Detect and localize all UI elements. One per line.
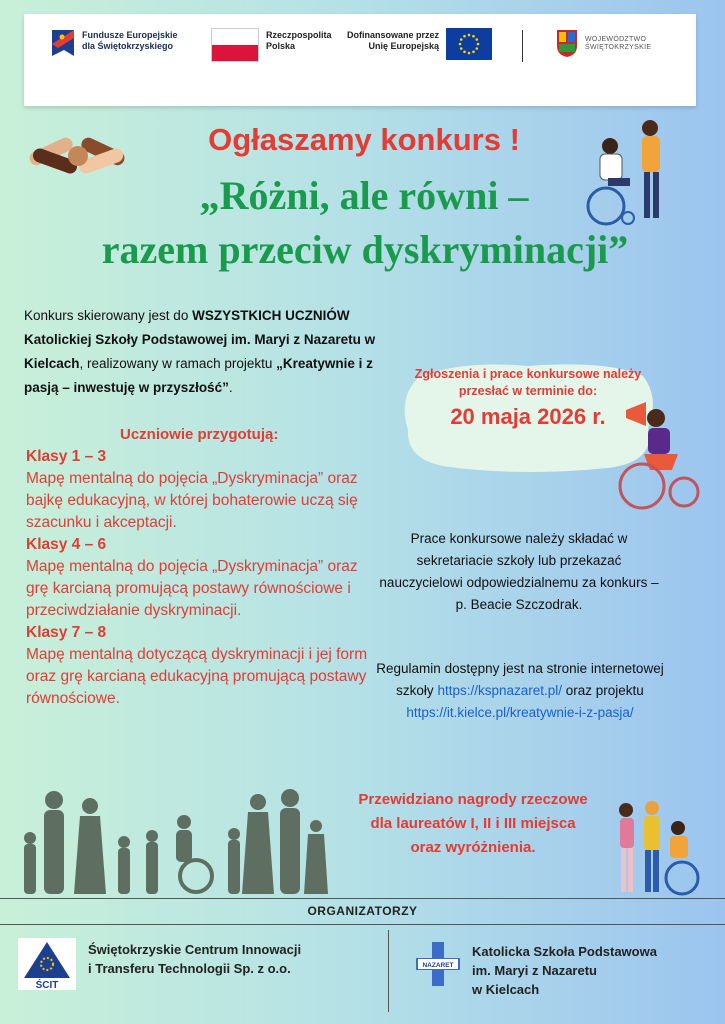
eu-flag-icon [446, 28, 492, 60]
deadline-date: 20 maja 2026 r. [450, 404, 606, 429]
regulations-info: Regulamin dostępny jest na stronie internetowej szkoły https://kspnazaret.pl/ oraz projektu https://it.kielce.pl/kreatywnie-i-z-pasja/ [376, 661, 664, 720]
eu-star-icon [475, 38, 478, 41]
footer-vertical-divider [388, 930, 389, 1012]
eu-star-icon [477, 43, 480, 46]
students-prepare-heading: Uczniowie przygotują: [120, 426, 279, 443]
deadline-text: Zgłoszenia i prace konkursowe należy przesłać w terminie do: [414, 367, 642, 398]
family-silhouettes-illustration [12, 786, 332, 896]
eu-star-icon [472, 50, 475, 53]
footer-divider [0, 924, 725, 925]
eu-star-icon [459, 43, 462, 46]
voivodeship-label: WOJEWÓDZTWO ŚWIĘTOKRZYSKIE [585, 36, 652, 51]
class-group: Klasy 1 – 3 Mapę mentalną do pojęcia „Dyskryminacja” oraz bajkę edukacyjną, w której bohaterowie uczą się szacunku i akceptacji. [26, 448, 358, 531]
banner-divider [522, 30, 523, 62]
submission-instructions: Prace konkursowe należy składać w sekretariacie szkoły lub przekazać nauczycielowi odpowiedzialnemu za konkurs – p. Beacie Szczodrak. [379, 531, 659, 612]
wheelchair-megaphone-illustration [612, 392, 708, 514]
eu-funds-logo-icon [50, 28, 76, 58]
class-group: Klasy 7 – 8 Mapę mentalną dotyczącą dyskryminacji i jej form oraz grę karcianą edukacyjną promującą postawy równościowe. [26, 624, 368, 707]
swietokrzyskie-crest-icon [555, 28, 579, 58]
nazaret-school-logo-icon [414, 940, 462, 988]
prizes-info: Przewidziano nagrody rzeczowe dla laureatów I, II i III miejsca oraz wyróżnienia. [358, 791, 588, 856]
class-group: Klasy 4 – 6 Mapę mentalną do pojęcia „Dyskryminacja” oraz grę karcianą promującą postawy równościowe i przeciwdziałanie dyskryminacji. [26, 536, 358, 619]
eu-star-icon [463, 50, 466, 53]
project-website-link[interactable]: https://it.kielce.pl/kreatywnie-i-z-pasja/ [406, 705, 634, 720]
eu-star-icon [463, 35, 466, 38]
eu-star-icon [468, 34, 471, 37]
funding-banner [24, 14, 696, 106]
united-hands-icon [22, 118, 134, 190]
intro-paragraph: Konkurs skierowany jest do WSZYSTKICH UCZNIÓW Katolickiej Szkoły Podstawowej im. Maryi z Nazaretu w Kielcach, realizowany w ramach projektu „Kreatywnie i z pasją – inwestuję w przyszłość”. [24, 308, 376, 395]
eu-star-icon [460, 38, 463, 41]
announcement-heading: Ogłaszamy konkurs ! [208, 122, 520, 157]
nazaret-logo-text: NAZARET [422, 962, 454, 969]
eu-funds-label: Fundusze Europejskie dla Świętokrzyskiego [82, 30, 178, 51]
organizers-heading: ORGANIZATORZY [307, 904, 418, 918]
eu-star-icon [468, 52, 471, 55]
scit-logo-text: ŚCIT [35, 980, 59, 990]
contest-title-line1: „Różni, ale równi – [199, 173, 529, 218]
school-website-link[interactable]: https://kspnazaret.pl/ [437, 683, 563, 698]
poland-label: Rzeczpospolita Polska [266, 30, 332, 51]
eu-star-icon [472, 35, 475, 38]
poland-flag-icon [211, 28, 259, 62]
scit-logo-icon [18, 938, 76, 990]
eu-star-icon [475, 47, 478, 50]
diverse-group-illustration [612, 798, 708, 898]
eu-cofunded-label: Dofinansowane przez Unię Europejską [346, 30, 439, 51]
organizer-nazaret-school: Katolicka Szkoła Podstawowa im. Maryi z Nazaretu w Kielcach [472, 944, 657, 997]
contest-title-line2: razem przeciw dyskryminacji” [101, 227, 629, 272]
organizer-scit: Świętokrzyskie Centrum Innowacji i Transferu Technologii Sp. z o.o. [88, 942, 302, 976]
class-groups-list [26, 446, 376, 710]
eu-star-icon [460, 47, 463, 50]
footer-top-divider [0, 898, 725, 899]
